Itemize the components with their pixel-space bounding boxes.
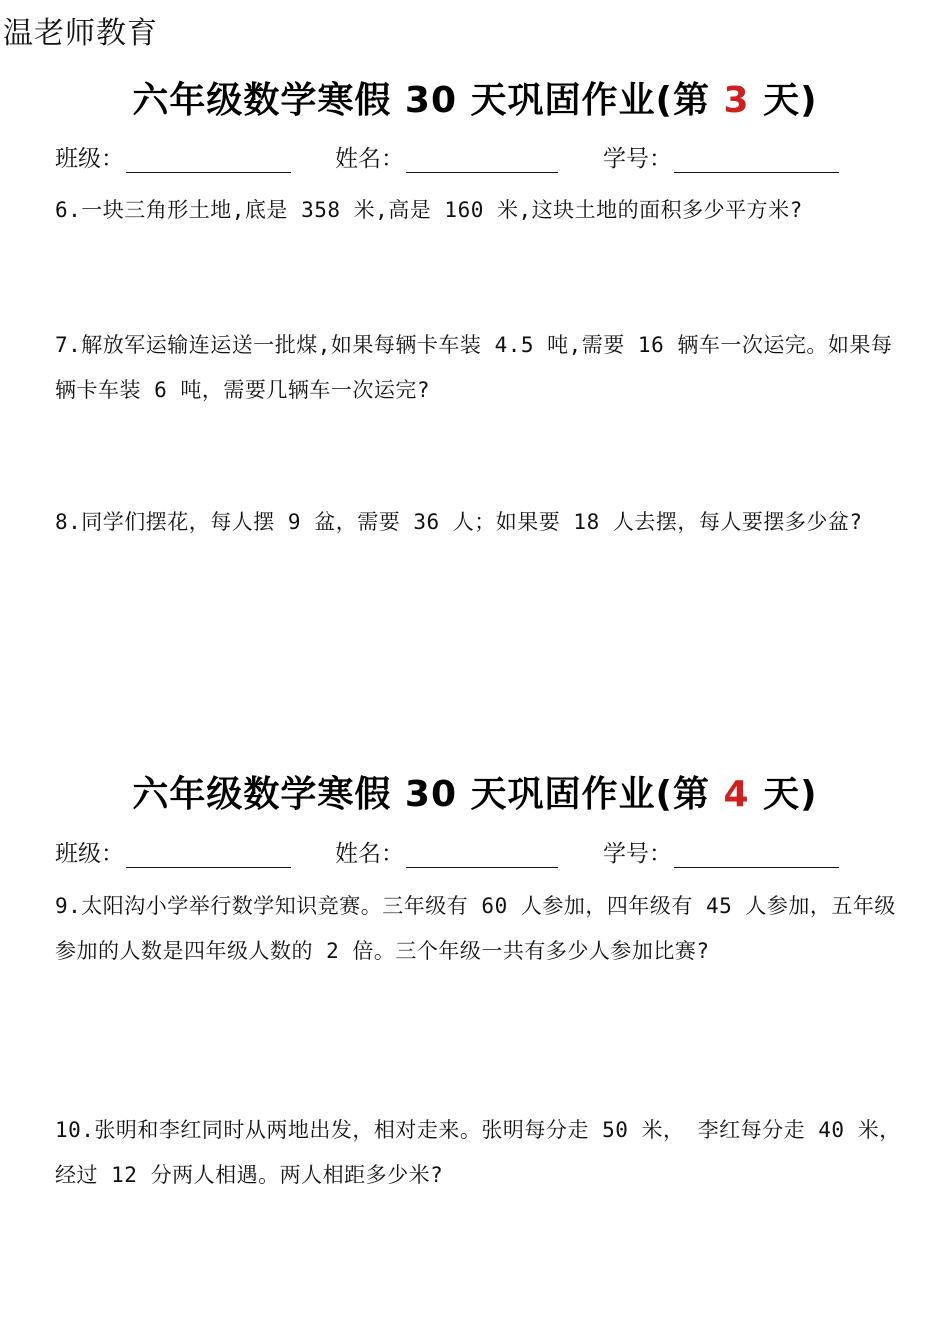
- title-prefix: 六年级数学寒假 30 天巩固作业(第: [132, 80, 724, 121]
- title-suffix: 天): [749, 774, 818, 815]
- question-7: 7.解放军运输连运送一批煤,如果每辆卡车装 4.5 吨,需要 16 辆车一次运完。如果每辆卡车装 6 吨，需要几辆车一次运完?: [55, 333, 893, 402]
- student-number-label: 学号：: [603, 146, 672, 172]
- student-number-field[interactable]: [603, 835, 839, 868]
- title-day-number: 3: [723, 80, 750, 121]
- name-label: 姓名：: [335, 146, 404, 172]
- student-info-row-day-3: [55, 140, 905, 174]
- class-blank-line[interactable]: [126, 843, 291, 868]
- student-number-blank-line[interactable]: [674, 148, 839, 173]
- section-title-day-4: [0, 766, 950, 817]
- class-field[interactable]: [55, 835, 291, 868]
- student-number-label: 学号：: [603, 841, 672, 867]
- student-number-field[interactable]: [603, 140, 839, 173]
- class-label: 班级：: [55, 841, 124, 867]
- class-blank-line[interactable]: [126, 148, 291, 173]
- title-day-number: 4: [723, 774, 750, 815]
- section-title-day-3: [0, 72, 950, 123]
- question-8: 8.同学们摆花，每人摆 9 盆，需要 36 人；如果要 18 人去摆，每人要摆多少盆?: [55, 510, 863, 534]
- name-label: 姓名：: [335, 841, 404, 867]
- question-9: 9.太阳沟小学举行数学知识竞赛。三年级有 60 人参加，四年级有 45 人参加，五年级参加的人数是四年级人数的 2 倍。三个年级一共有多少人参加比赛?: [55, 894, 896, 963]
- title-prefix: 六年级数学寒假 30 天巩固作业(第: [132, 774, 724, 815]
- student-info-row-day-4: [55, 835, 905, 869]
- name-blank-line[interactable]: [406, 843, 558, 868]
- question-10: 10.张明和李红同时从两地出发，相对走来。张明每分走 50 米， 李红每分走 40 米，经过 12 分两人相遇。两人相距多少米?: [55, 1118, 901, 1187]
- title-suffix: 天): [749, 80, 818, 121]
- class-label: 班级：: [55, 146, 124, 172]
- student-number-blank-line[interactable]: [674, 843, 839, 868]
- brand-logo-text: 温老师教育: [3, 16, 158, 51]
- name-field[interactable]: [335, 140, 558, 173]
- name-field[interactable]: [335, 835, 558, 868]
- question-6: 6.一块三角形土地,底是 358 米,高是 160 米,这块土地的面积多少平方米?: [55, 198, 803, 222]
- name-blank-line[interactable]: [406, 148, 558, 173]
- class-field[interactable]: [55, 140, 291, 173]
